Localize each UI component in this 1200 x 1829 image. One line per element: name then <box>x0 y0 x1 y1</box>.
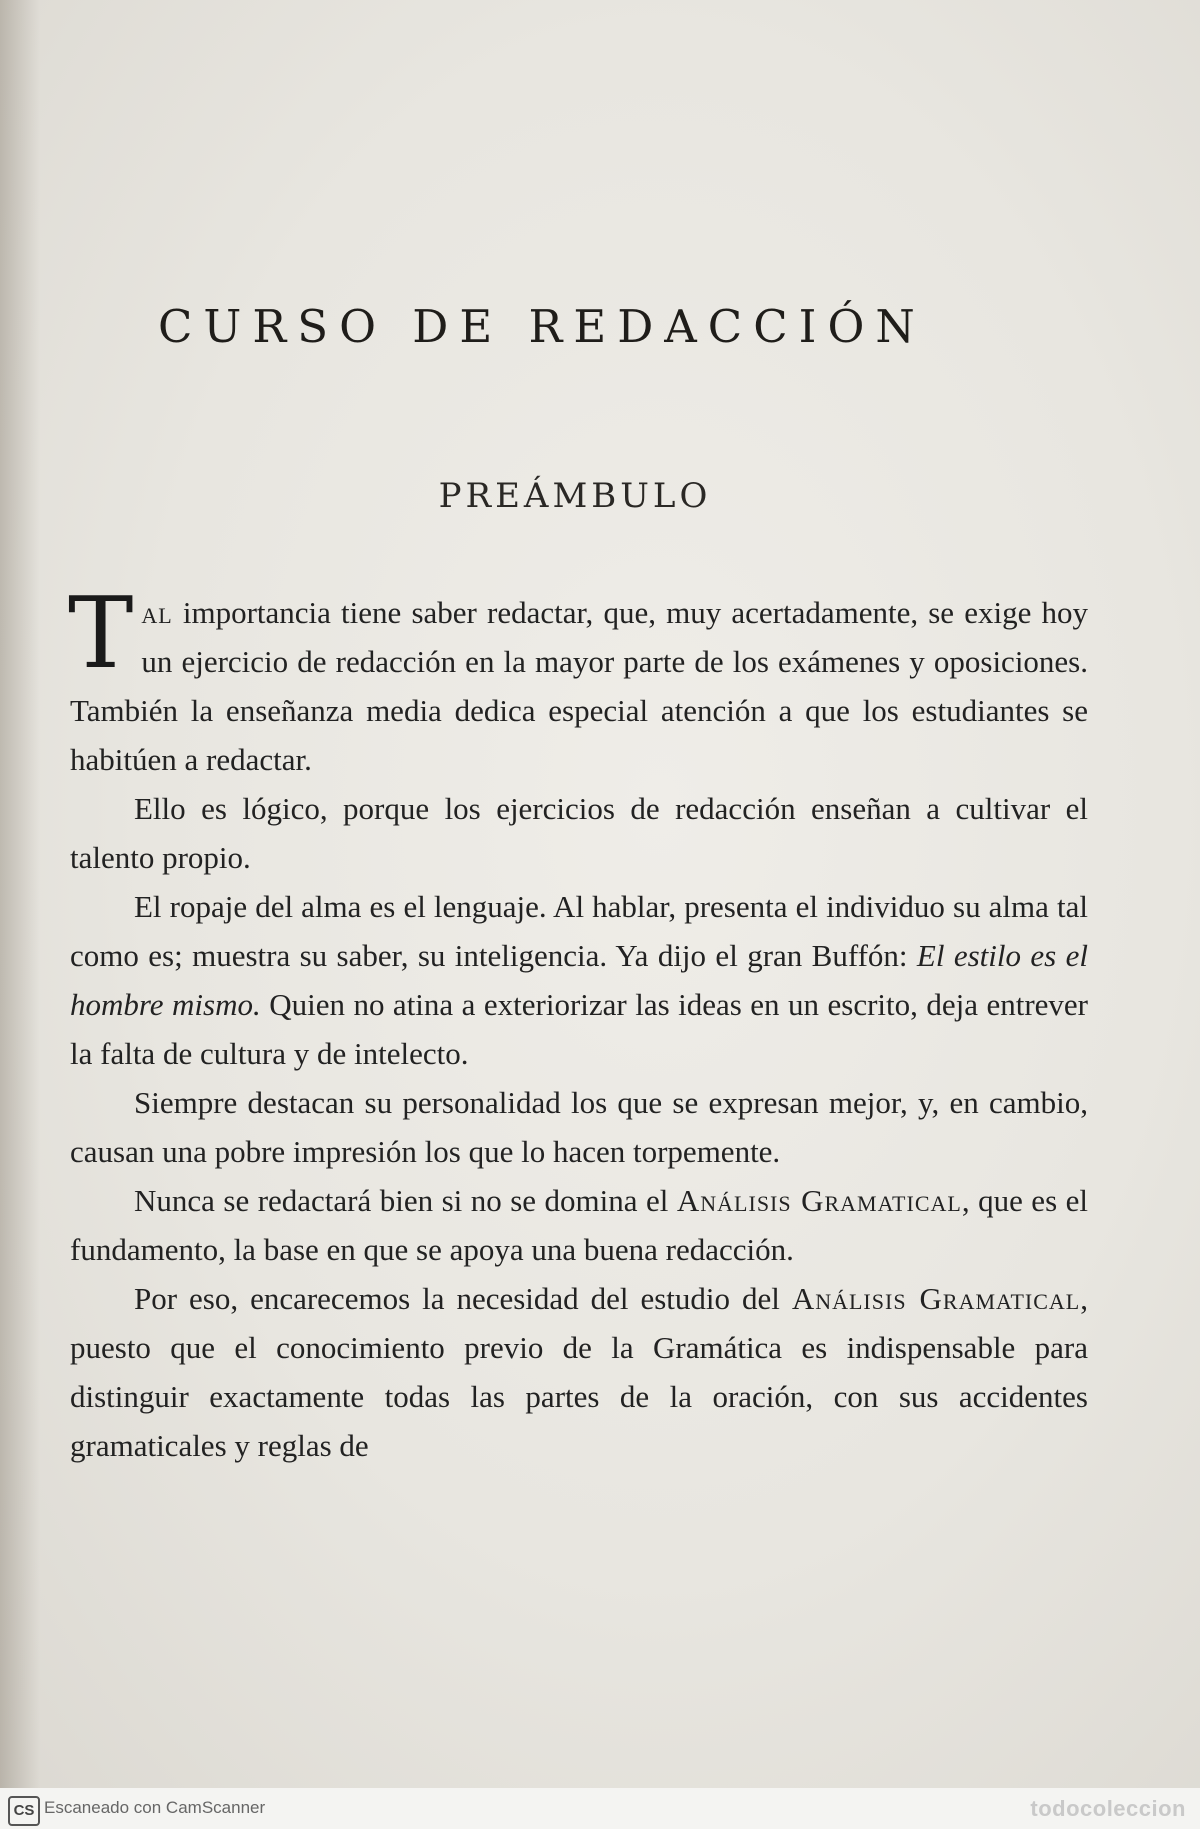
paragraph-1 <box>68 577 1088 784</box>
scanner-footer <box>0 1788 1200 1829</box>
section-heading: PREÁMBULO <box>438 476 712 516</box>
paragraph-3-text-after: Quien no atina a exteriorizar las ideas en un escrito, deja entrever la falta de cultura y de intelecto. <box>70 987 1088 1071</box>
paragraph-5-text-after: , que es el fundamento, la base en que se apoya una buena redacción. <box>70 1183 1088 1267</box>
paragraph-6-smallcaps: Análisis Gramatical <box>791 1281 1081 1316</box>
paragraph-3-text: El ropaje del alma es el lenguaje. Al hablar, presenta el individuo su alma tal como es; muestra su saber, su inteligencia. Ya dijo el gran Buffón: <box>70 889 1088 973</box>
paragraph-6-text: Por eso, encarecemos la necesidad del estudio del <box>134 1281 792 1316</box>
paragraph-5 <box>70 1176 1088 1274</box>
page-title: CURSO DE REDACCIÓN <box>158 300 926 353</box>
watermark: todocoleccion <box>1030 1796 1186 1821</box>
camscanner-logo-icon: CS <box>8 1796 40 1826</box>
body-text <box>68 577 1088 1470</box>
paragraph-1-text: importancia tiene saber redactar, que, muy acertadamente, se exige hoy un ejercicio de redacción en la mayor parte de los exámenes y oposiciones. También la enseñanza media dedica especial atención a que los estudiantes se habitúen a redactar. <box>70 595 1088 777</box>
paragraph-5-smallcaps: Análisis Gramatical <box>676 1183 962 1218</box>
drop-cap: T <box>68 577 134 691</box>
scanner-credit: Escaneado con CamScanner <box>44 1798 266 1817</box>
paragraph-3 <box>70 882 1088 1078</box>
paragraph-6 <box>70 1274 1088 1470</box>
paragraph-2: Ello es lógico, porque los ejercicios de redacción enseñan a cultivar el talento propio. <box>70 791 1088 875</box>
paragraph-5-text: Nunca se redactará bien si no se domina el <box>134 1183 677 1218</box>
paragraph-6-text-after: , puesto que el conocimiento previo de la Gramática es indispensable para distinguir exactamente todas las partes de la oración, con sus accidentes gramaticales y reglas de <box>70 1281 1088 1463</box>
paragraph-3-quote: El estilo es el hombre mismo. <box>70 938 1088 1022</box>
paragraph-4: Siempre destacan su personalidad los que se expresan mejor, y, en cambio, causan una pobre impresión los que lo hacen torpemente. <box>70 1085 1088 1169</box>
paragraph-1-smallcaps: al <box>141 595 173 630</box>
